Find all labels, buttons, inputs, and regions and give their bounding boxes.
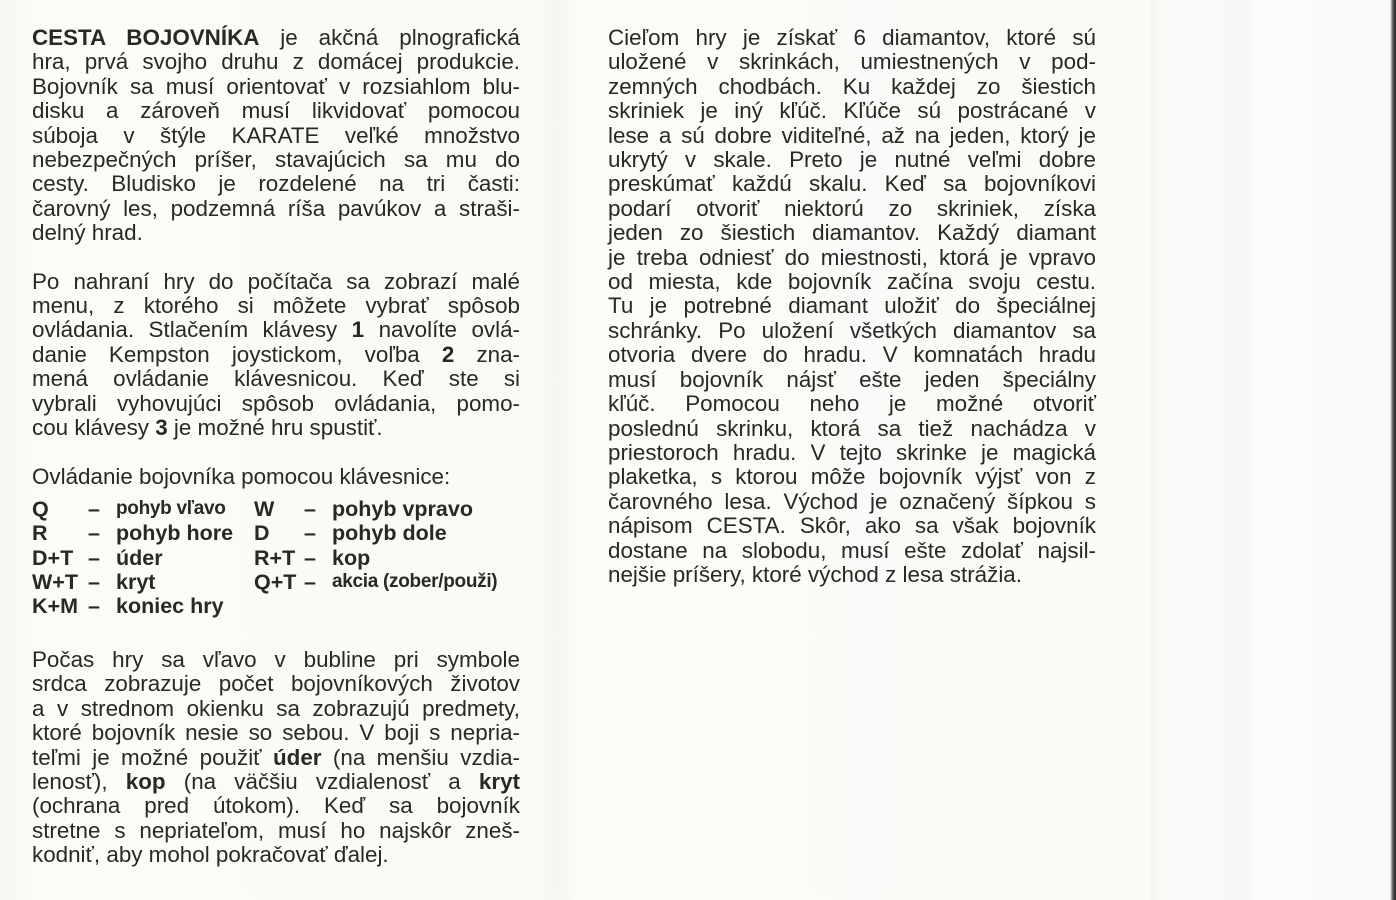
key-row: Q – pohyb vľavo W – pohyb vpravo (32, 497, 473, 521)
menu-line: mená ovládanie klávesnicou. Keď ste si (32, 366, 520, 392)
goal-line: schránky. Po uložení všetkých diamantov sa (608, 317, 1096, 343)
key-action: kop (332, 545, 371, 570)
intro-line: disku a zároveň musí likvidovať pomocou (32, 98, 520, 124)
left-column (32, 26, 520, 489)
goal-line: nejšie príšery, ktoré východ z lesa strážia. (608, 561, 1022, 587)
goal-line: musí bojovník nájsť ešte jeden špeciálny (608, 366, 1096, 392)
key-action: úder (116, 545, 163, 570)
gameplay-section (32, 648, 520, 868)
menu-line: vybrali vyhovujúci spôsob ovládania, pomo- (32, 390, 520, 416)
right-column (608, 26, 1096, 587)
key-row: R – pohyb hore D – pohyb dole (32, 521, 447, 546)
key-label: Q+T (254, 569, 297, 594)
intro-line: cesty. Bludisko je rozdelené na tri časti: (32, 171, 520, 197)
intro-line: nebezpečných príšer, stavajúcich sa mu do (32, 147, 520, 173)
goal-line: otvoria dvere do hradu. V komnatách hradu (608, 342, 1096, 368)
key-label: R (32, 521, 48, 546)
goal-line: od miesta, kde bojovník začína svoju cestu. (608, 269, 1096, 295)
goal-line: podarí otvoriť niektorú zo skriniek, získa (608, 195, 1096, 221)
goal-line: uložené v skrinkách, umiestnených v pod- (608, 49, 1096, 75)
menu-line: menu, z ktorého si môžete vybrať spôsob (32, 293, 520, 319)
goal-line: jeden zo šiestich diamantov. Každý diamant (608, 220, 1096, 246)
keys-heading: Ovládanie bojovníka pomocou klávesnice: (32, 463, 451, 489)
intro-paragraph (32, 26, 520, 246)
intro-line: Bojovník sa musí orientovať v rozsiahlom blu- (32, 73, 520, 99)
goal-line: nápisom CESTA. Skôr, ako sa však bojovník (608, 513, 1096, 539)
menu-line: Po nahraní hry do počítača sa zobrazí malé (32, 268, 520, 294)
goal-line: zemných chodbách. Ku každej zo šiestich (608, 73, 1096, 99)
intro-line: čarovný les, podzemná ríša pavúkov a straši- (32, 195, 520, 221)
menu-paragraph (32, 270, 520, 441)
key-label: Q (32, 497, 49, 521)
key-action: pohyb vpravo (332, 497, 473, 521)
intro-line: hra, prvá svojho druhu z domácej produkcie. (32, 49, 520, 75)
goal-line: skriniek je iný kľúč. Kľúče sú postrácané v (608, 98, 1096, 124)
goal-line: preskúmať každú skalu. Keď sa bojovníkovi (608, 171, 1096, 197)
goal-line: čarovného lesa. Východ je označený šípkou s (608, 488, 1096, 514)
intro-line: súboja v štýle KARATE veľké množstvo (32, 122, 520, 148)
key-action: akcia (zober/použi) (332, 570, 498, 592)
key-label: W+T (32, 569, 78, 594)
goal-line: kľúč. Pomocou neho je možné otvoriť (608, 391, 1096, 417)
intro-line: CESTA BOJOVNÍKA je akčná plnografická (32, 25, 520, 50)
goal-line: Tu je potrebné diamant uložiť do špeciálnej (608, 293, 1096, 319)
key-action: koniec hry (116, 594, 224, 619)
goal-line: poslednú skrinku, ktorá sa tiež nachádza v (608, 415, 1096, 441)
goal-line: Cieľom hry je získať 6 diamantov, ktoré sú (608, 25, 1096, 50)
key-controls-table (32, 497, 497, 618)
key-label: D (254, 521, 270, 546)
key-label: D+T (32, 545, 74, 570)
goal-line: je treba odniesť do miestnosti, ktorá je vpravo (608, 244, 1096, 270)
key-action: pohyb vľavo (116, 498, 226, 519)
goal-line: dostane na slobodu, musí ešte zdolať najsil- (608, 537, 1096, 563)
key-row: D+T – úder R+T – kop (32, 545, 371, 570)
intro-line: delný hrad. (32, 220, 143, 246)
goal-line: ukrytý v skale. Preto je nutné veľmi dobre (608, 147, 1096, 173)
key-label: W (254, 497, 275, 521)
key-row: K+M – koniec hry (32, 594, 497, 618)
key-label: K+M (32, 594, 78, 619)
gameplay-paragraph: Počas hry sa vľavo v bubline pri symbole srdca zobrazuje počet bojovníkových životov a v strednom okienku sa zobrazujú predmety, ktoré bojovník nesie so sebou. V boji s nepria- teľmi je možné použiť úder (na menšiu vzdia- lenosť), kop (na väčšiu vzdialenosť a kryt (ochrana pred útokom). Keď sa bojovník stretne s nepriateľom, musí ho najskôr zneš- kodniť, aby mohol pokračovať ďalej. (32, 647, 520, 868)
goal-line: lese a sú dobre viditeľné, až na jeden, ktorý je (608, 122, 1096, 148)
key-action: pohyb hore (116, 521, 234, 546)
goal-line: plaketka, s ktorou môže bojovník výjsť von z (608, 464, 1096, 490)
game-title: CESTA BOJOVNÍKA (32, 25, 260, 50)
menu-line: ovládania. Stlačením klávesy 1 navolíte ovlá- (32, 317, 520, 343)
menu-line: danie Kempston joystickom, voľba 2 zna- (32, 341, 520, 367)
goal-line: priestoroch hradu. V tejto skrinke je magická (608, 439, 1096, 465)
key-action: pohyb dole (332, 521, 447, 546)
menu-line: cou klávesy 3 je možné hru spustiť. (32, 415, 383, 441)
key-label: R+T (254, 545, 296, 570)
goal-paragraph (608, 26, 1096, 587)
key-row: W+T – kryt Q+T – akcia (zober/použi) (32, 569, 498, 594)
key-action: kryt (116, 569, 156, 594)
